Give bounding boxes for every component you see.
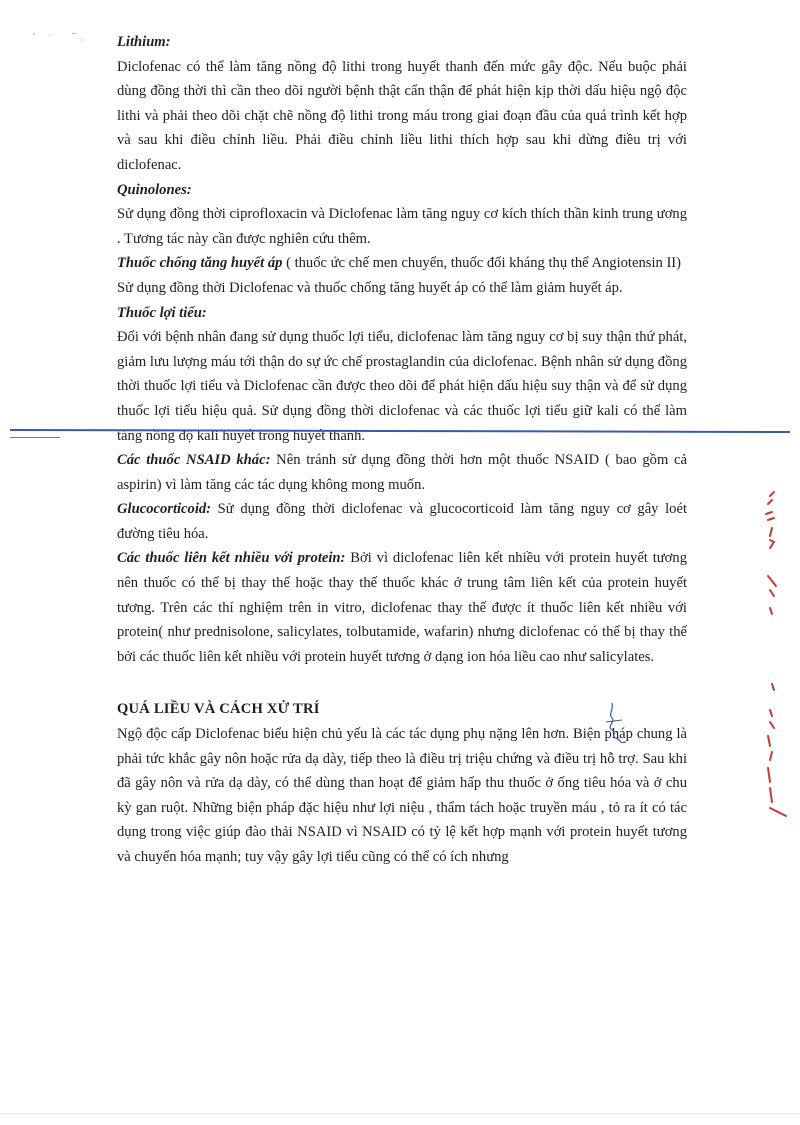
protein-binding-heading: Các thuốc liên kết nhiều với protein:: [117, 550, 346, 567]
glucocorticoid-heading: Glucocorticoid:: [117, 501, 212, 518]
diuretics-section: [117, 301, 687, 449]
glucocorticoid-section: [117, 497, 687, 546]
protein-binding-text: Bởi vì diclofenac liên kết nhiều với protein huyết tương nên thuốc có thể bị thay thế hoặc thay thế thuốc khác ở trung tâm liên kết của protein huyết tương. Trên các thí nghiệm trên in vitro, diclofenac thay thế được ít thuốc liên kết nhiều với protein( như prednisolone, salicylates, tolbutamide, wafarin) nhưng diclofenac có thể bị thay thế bởi các thuốc liên kết nhiều với protein huyết tương ở dạng ion hóa liều cao như salicylates.: [117, 550, 687, 665]
handwritten-initial: [598, 700, 634, 748]
lithium-section: [117, 30, 687, 178]
overdose-text: Ngộ độc cấp Diclofenac biểu hiện chủ yếu là các tác dụng phụ nặng lên hơn. Biện pháp chung là phải tức khắc gây nôn hoặc rửa dạ dày, tiếp theo là điều trị triệu chứng và điều trị hỗ trợ. Sau khi đã gây nôn và rửa dạ dày, có thể dùng than hoạt để giảm hấp thu thuốc ở ống tiêu hóa và ở chu kỳ gan ruột. Những biện pháp đặc hiệu như lợi niệu , thẩm tách hoặc truyền máu , tỏ ra ít có tác dụng trong việc giúp đào thải NSAID vì NSAID có tỷ lệ kết hợp mạnh với protein huyết tương và chuyển hóa mạnh; tuy vậy gây lợi tiểu cũng có thể có ích nhưng: [117, 726, 687, 865]
glucocorticoid-text: Sử dụng đồng thời diclofenac và glucocorticoid làm tăng nguy cơ gây loét đường tiêu hóa.: [117, 501, 687, 542]
quinolones-heading: Quinolones:: [117, 181, 192, 198]
margin-stamp-marks: [740, 490, 800, 830]
lithium-text: Diclofenac có thể làm tăng nồng độ lithi trong huyết thanh đến mức gây độc. Nếu buộc phải dùng đồng thời thì cần theo dõi người bệnh thật cẩn thận để phát hiện kịp thời dấu hiệu ngộ độc lithi và phải theo dõi chặt chẽ nồng độ lithi trong máu trong giai đoạn đầu của quá trình kết hợp và sau khi điều chỉnh liều. Phải điều chỉnh liều lithi thích hợp sau khi dừng điều trị với diclofenac.: [117, 58, 687, 173]
lithium-heading: Lithium:: [117, 34, 171, 50]
other-nsaid-heading: Các thuốc NSAID khác:: [117, 452, 271, 469]
antihypertensive-heading-suffix: ( thuốc ức chế men chuyển, thuốc đối kháng thụ thể Angiotensin II): [282, 255, 682, 272]
quinolones-section: [117, 178, 687, 252]
diuretics-text: Đối với bệnh nhân đang sử dụng thuốc lợi tiểu, diclofenac làm tăng nguy cơ bị suy thận thứ phát, giảm lưu lượng máu tới thận do sự ức chế prostaglandin của diclofenac. Bệnh nhân sử dụng đồng thời thuốc lợi tiểu và Diclofenac cần được theo dõi để phát hiện dấu hiệu suy thận và để sử dụng thuốc lợi tiểu hiệu quả. Sử dụng đồng thời diclofenac và các thuốc lợi tiểu giữ kali có thể làm tăng nồng độ kali huyết trong huyết thanh.: [117, 329, 687, 444]
scan-speck-marks: [30, 28, 90, 44]
protein-binding-section: [117, 546, 687, 669]
antihypertensive-text: Sử dụng đồng thời Diclofenac và thuốc chống tăng huyết áp có thể làm giảm huyết áp.: [117, 279, 623, 296]
quinolones-text: Sử dụng đồng thời ciprofloxacin và Diclofenac làm tăng nguy cơ kích thích thần kinh trung ương . Tương tác này cần được nghiên cứu thêm.: [117, 206, 687, 247]
antihypertensive-section: [117, 251, 687, 300]
antihypertensive-heading: Thuốc chống tăng huyết áp: [117, 255, 283, 272]
page-bottom-edge: [0, 1113, 800, 1114]
other-nsaid-section: [117, 448, 687, 497]
pen-strike-line-start: [10, 437, 60, 438]
other-nsaid-text: Nên tránh sử dụng đồng thời hơn một thuốc NSAID ( bao gồm cả aspirin) vì làm tăng các tác dụng không mong muốn.: [117, 452, 687, 493]
diuretics-heading: Thuốc lợi tiểu:: [117, 304, 207, 321]
overdose-title: QUÁ LIỀU VÀ CÁCH XỬ TRÍ: [117, 701, 320, 718]
